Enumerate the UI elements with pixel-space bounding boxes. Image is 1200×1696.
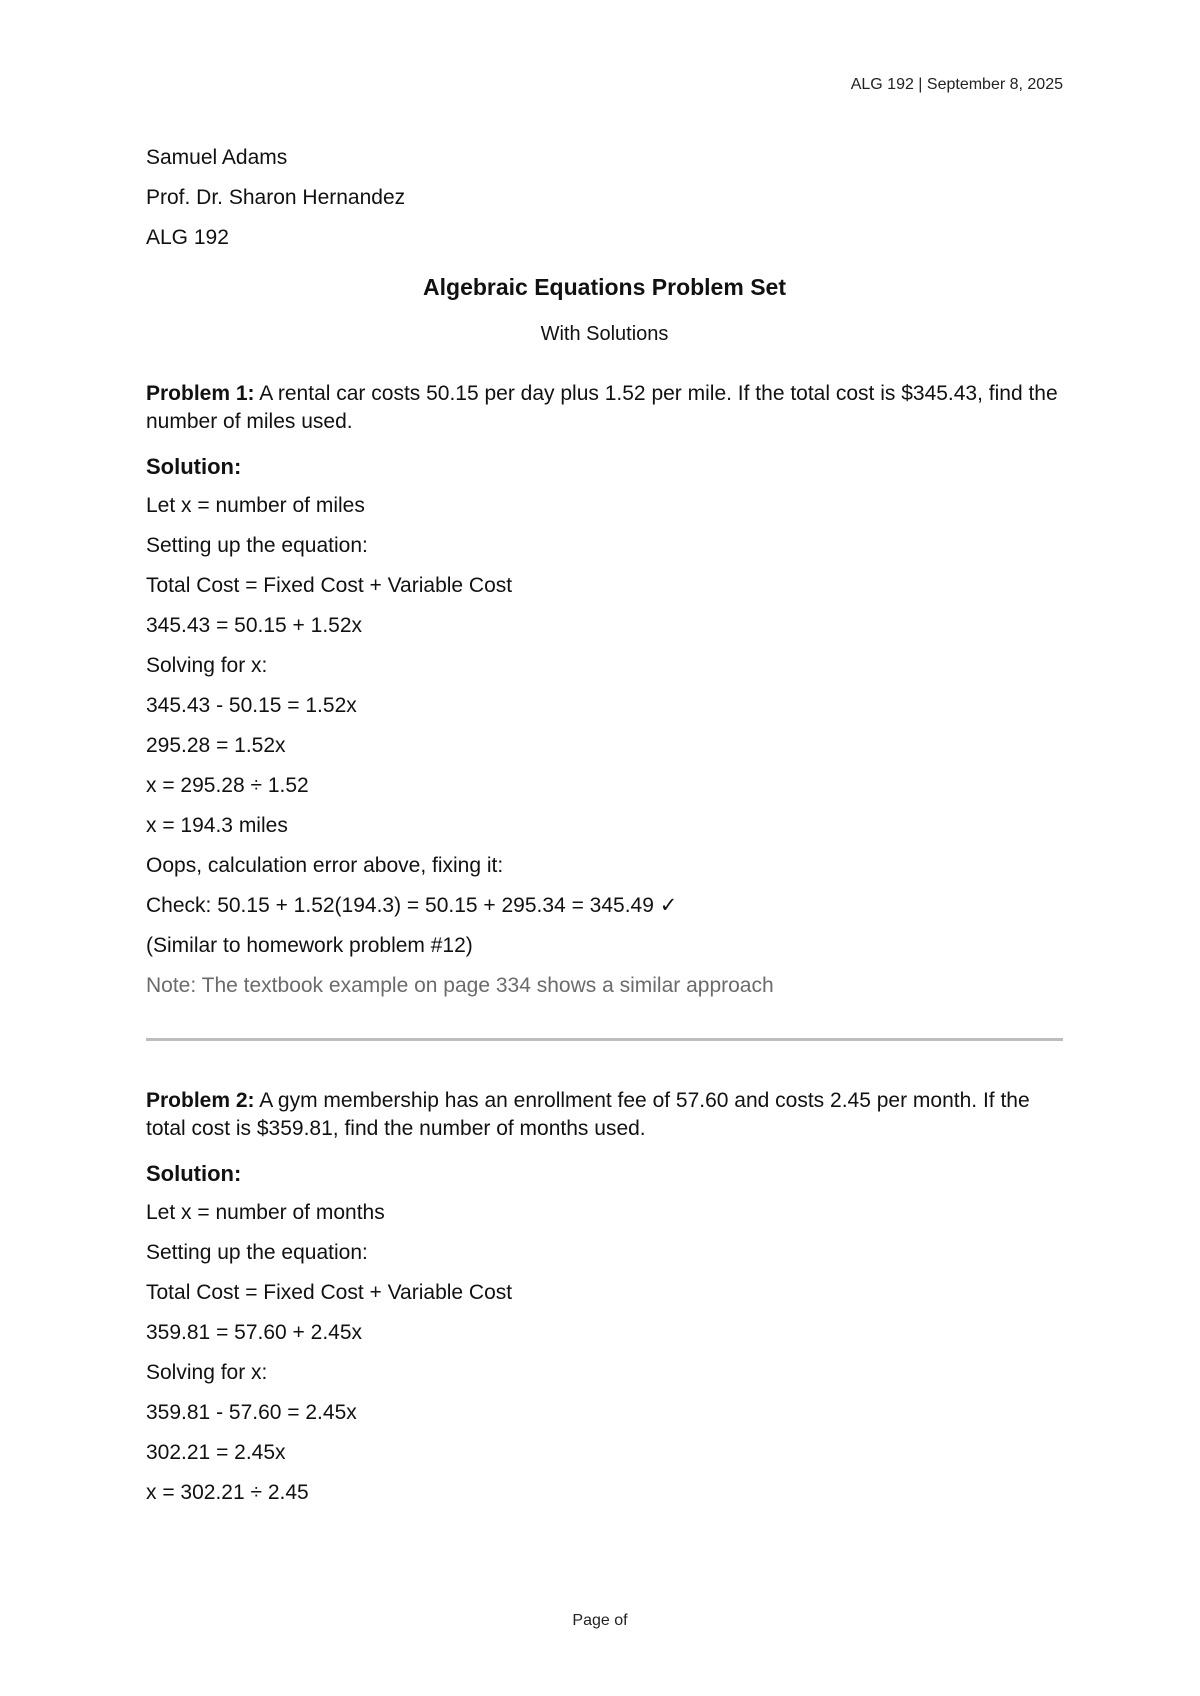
- problem-1-label: Problem 1:: [146, 382, 255, 405]
- page-header: ALG 192 | September 8, 2025: [850, 76, 1063, 93]
- section-divider: [146, 1038, 1063, 1041]
- solution-step: Setting up the equation:: [146, 534, 368, 557]
- problem-2-label: Problem 2:: [146, 1089, 255, 1112]
- problem-1-text: A rental car costs 50.15 per day plus 1.52 per mile. If the total cost is $345.43, find the number of miles used.: [146, 382, 1058, 433]
- solution-step: x = 295.28 ÷ 1.52: [146, 774, 309, 797]
- solution-step: Let x = number of months: [146, 1201, 385, 1224]
- document-subtitle: With Solutions: [540, 323, 669, 345]
- page-footer: Page of: [572, 1612, 628, 1629]
- document-title: Algebraic Equations Problem Set: [423, 274, 786, 300]
- solution-step: x = 302.21 ÷ 2.45: [146, 1481, 309, 1504]
- solution-step: 295.28 = 1.52x: [146, 734, 286, 757]
- problem-1-statement: [146, 380, 1063, 436]
- solution-step: 359.81 = 57.60 + 2.45x: [146, 1321, 363, 1344]
- solution-step: Total Cost = Fixed Cost + Variable Cost: [146, 1281, 513, 1304]
- textbook-note: Note: The textbook example on page 334 shows a similar approach: [146, 974, 774, 997]
- solution-step: 345.43 = 50.15 + 1.52x: [146, 614, 363, 637]
- solution-step: (Similar to homework problem #12): [146, 934, 473, 957]
- problem-2-solution-heading: Solution:: [146, 1161, 242, 1186]
- problem-2-statement: [146, 1087, 1063, 1143]
- problem-2-steps: [146, 1201, 1063, 1505]
- solution-step: Let x = number of miles: [146, 494, 365, 517]
- solution-step: Setting up the equation:: [146, 1241, 368, 1264]
- solution-step: Check: 50.15 + 1.52(194.3) = 50.15 + 295.34 = 345.49 ✓: [146, 894, 678, 917]
- solution-step: Total Cost = Fixed Cost + Variable Cost: [146, 574, 513, 597]
- solution-step: x = 194.3 miles: [146, 814, 288, 837]
- problem-2-text: A gym membership has an enrollment fee of 57.60 and costs 2.45 per month. If the total cost is $359.81, find the number of months used.: [146, 1089, 1030, 1140]
- student-info-block: [146, 146, 1063, 250]
- solution-step: Solving for x:: [146, 654, 268, 677]
- course-code: ALG 192: [146, 226, 229, 249]
- solution-step: 302.21 = 2.45x: [146, 1441, 286, 1464]
- solution-step: 345.43 - 50.15 = 1.52x: [146, 694, 357, 717]
- problem-1-steps: [146, 494, 1063, 998]
- solution-step: 359.81 - 57.60 = 2.45x: [146, 1401, 357, 1424]
- student-name: Samuel Adams: [146, 146, 288, 169]
- document-body: [146, 146, 1063, 1521]
- solution-step: Oops, calculation error above, fixing it:: [146, 854, 504, 877]
- professor-name: Prof. Dr. Sharon Hernandez: [146, 186, 406, 209]
- solution-step: Solving for x:: [146, 1361, 268, 1384]
- problem-1-solution-heading: Solution:: [146, 454, 242, 479]
